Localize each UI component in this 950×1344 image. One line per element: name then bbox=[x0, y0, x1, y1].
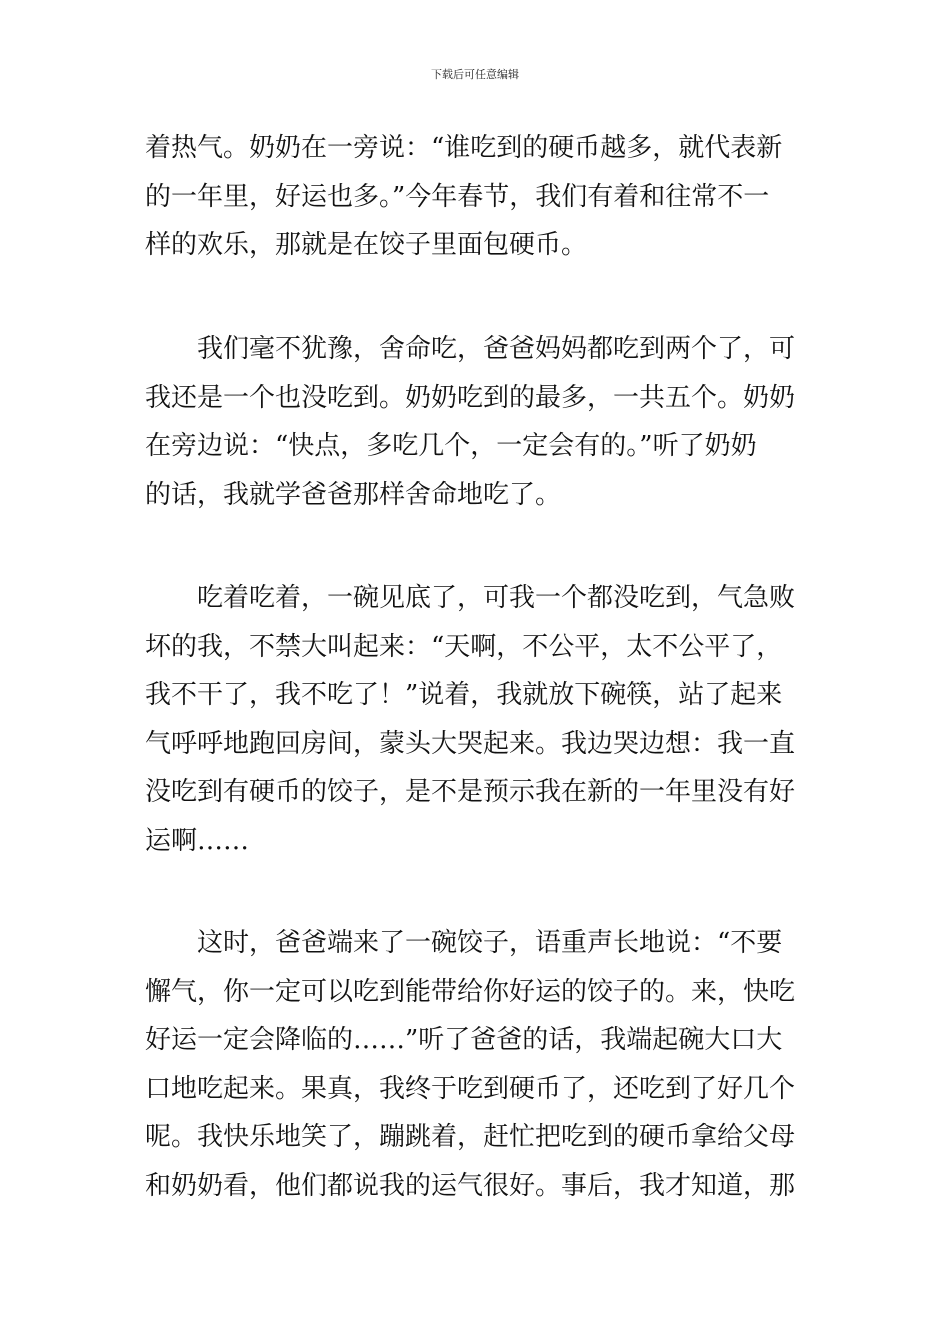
paragraph-2 bbox=[145, 325, 807, 519]
paragraph-line: 懈气，你一定可以吃到能带给你好运的饺子的。来，快吃 bbox=[145, 976, 796, 1007]
paragraph-line: 我还是一个也没吃到。奶奶吃到的最多，一共五个。奶奶 bbox=[145, 382, 796, 413]
paragraph-line: 好运一定会降临的……”听了爸爸的话，我端起碗大口大 bbox=[145, 1025, 783, 1055]
paragraph-3 bbox=[145, 574, 807, 865]
paragraph-line: 样的欢乐，那就是在饺子里面包硬币。 bbox=[145, 230, 588, 260]
paragraph-line: 口地吃起来。果真，我终于吃到硬币了，还吃到了好几个 bbox=[145, 1073, 796, 1104]
paragraph-line: 的话，我就学爸爸那样舍命地吃了。 bbox=[145, 479, 562, 510]
paragraph-line: 这时，爸爸端来了一碗饺子，语重声长地说：“不要 bbox=[197, 928, 783, 958]
paragraph-line: 没吃到有硬币的饺子，是不是预示我在新的一年里没有好 bbox=[145, 777, 796, 807]
paragraph-line: 吃着吃着，一碗见底了，可我一个都没吃到，气急败 bbox=[197, 583, 796, 613]
paragraph-line: 在旁边说：“快点，多吃几个，一定会有的。”听了奶奶 bbox=[145, 431, 757, 461]
paragraph-line: 着热气。奶奶在一旁说：“谁吃到的硬币越多，就代表新 bbox=[145, 133, 783, 163]
paragraph-line: 我们毫不犹豫，舍命吃，爸爸妈妈都吃到两个了，可 bbox=[197, 334, 796, 364]
paragraph-line: 呢。我快乐地笑了，蹦跳着，赶忙把吃到的硬币拿给父母 bbox=[145, 1122, 796, 1152]
paragraph-line: 我不干了，我不吃了！”说着，我就放下碗筷，站了起来 bbox=[145, 680, 783, 710]
paragraph-line: 的一年里，好运也多。”今年春节，我们有着和往常不一 bbox=[145, 181, 770, 212]
paragraph-1 bbox=[145, 124, 807, 270]
paragraph-line: 运啊…… bbox=[145, 825, 250, 856]
paragraph-4 bbox=[145, 919, 807, 1210]
paragraph-line: 和奶奶看，他们都说我的运气很好。事后，我才知道，那 bbox=[145, 1170, 796, 1201]
paragraph-line: 气呼呼地跑回房间，蒙头大哭起来。我边哭边想：我一直 bbox=[145, 728, 796, 759]
page-header: 下载后可任意编辑 bbox=[431, 68, 519, 81]
paragraph-line: 坏的我，不禁大叫起来：“天啊，不公平，太不公平了， bbox=[145, 631, 783, 662]
